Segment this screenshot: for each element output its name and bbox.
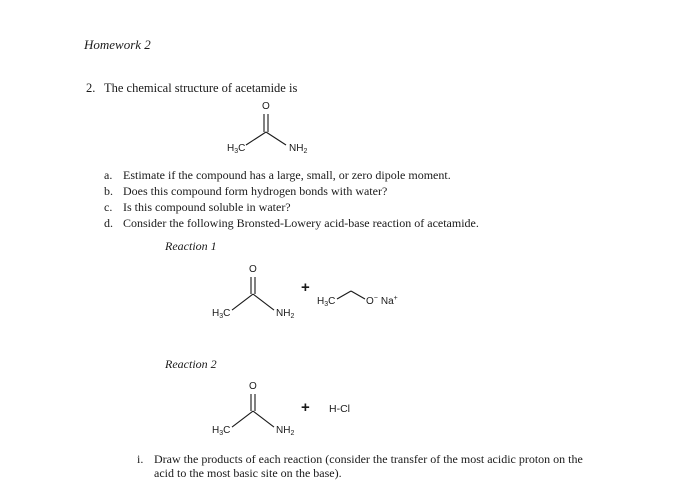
subpart-i-number: i. bbox=[137, 452, 144, 466]
reaction-2-methyl: $H_3C$ bbox=[212, 425, 231, 437]
reaction-1-methyl: $H_3C$ bbox=[212, 308, 231, 320]
reaction-2-oxygen: O bbox=[249, 381, 257, 392]
question-text: The chemical structure of acetamide is bbox=[104, 81, 298, 95]
part-a-letter: a. bbox=[104, 168, 113, 182]
hydrochloric-acid: H-Cl bbox=[329, 403, 350, 415]
reaction-1-oxygen: O bbox=[249, 264, 257, 275]
subpart-i-line-2: acid to the most basic site on the base). bbox=[154, 466, 342, 480]
question-number: 2. bbox=[86, 81, 96, 95]
reaction-1-plus: + bbox=[301, 279, 310, 296]
oxygen-atom: O bbox=[262, 101, 270, 112]
methyl-group: $H_3C$ bbox=[227, 143, 246, 155]
part-b-text: Does this compound form hydrogen bonds with water? bbox=[123, 184, 388, 198]
amine-group: $NH_2$ bbox=[289, 143, 308, 155]
subpart-i-line-1: Draw the products of each reaction (consider the transfer of the most acidic proton on the bbox=[154, 452, 583, 466]
reaction-1-label: Reaction 1 bbox=[165, 239, 217, 253]
part-c-letter: c. bbox=[104, 200, 113, 214]
reaction-2-label: Reaction 2 bbox=[165, 357, 217, 371]
page-title: Homework 2 bbox=[84, 37, 151, 52]
part-d-letter: d. bbox=[104, 216, 113, 230]
methoxide-methyl: $H_3C$ bbox=[317, 296, 336, 308]
part-c-text: Is this compound soluble in water? bbox=[123, 200, 291, 214]
part-d-text: Consider the following Bronsted-Lowery acid-base reaction of acetamide. bbox=[123, 216, 479, 230]
reaction-2-amine: $NH_2$ bbox=[276, 425, 295, 437]
part-b-letter: b. bbox=[104, 184, 113, 198]
part-a-text: Estimate if the compound has a large, small, or zero dipole moment. bbox=[123, 168, 451, 182]
methoxide-oxygen: O− Na+ bbox=[366, 295, 398, 307]
reaction-1-amine: $NH_2$ bbox=[276, 308, 295, 320]
reaction-2-plus: + bbox=[301, 399, 310, 416]
